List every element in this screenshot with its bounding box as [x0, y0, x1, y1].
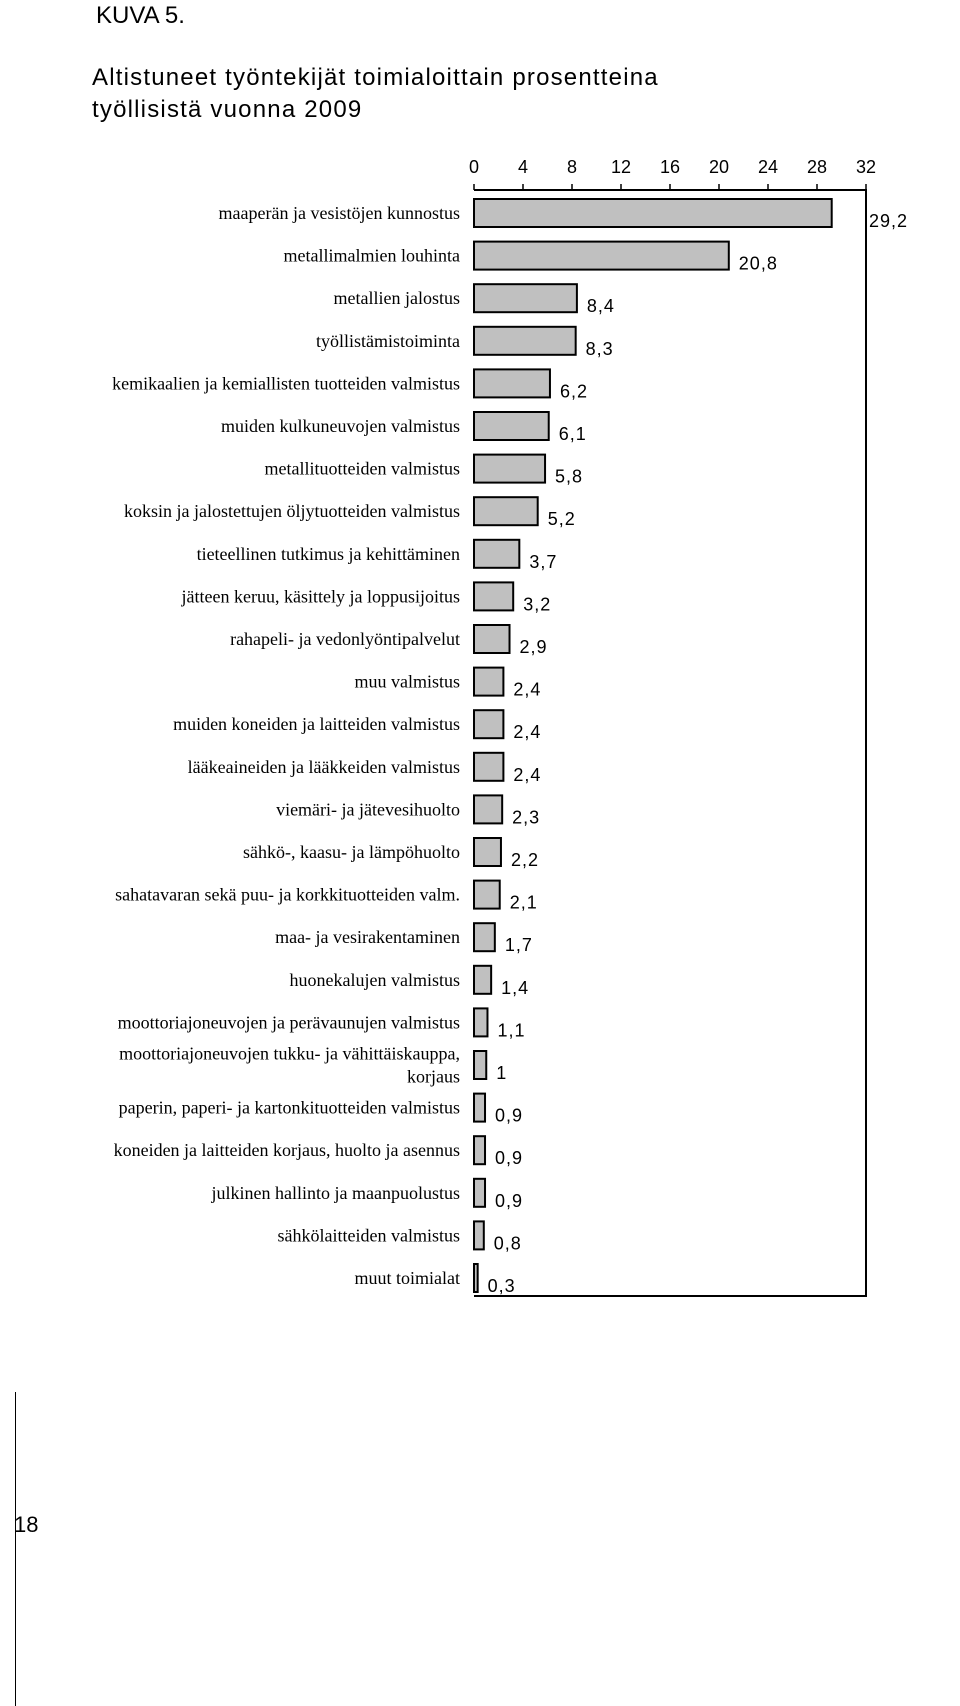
category-label: rahapeli- ja vedonlyöntipalvelut — [230, 629, 460, 649]
bar — [474, 753, 503, 781]
plot-frame — [474, 190, 866, 1296]
chart-title-line-2: työllisistä vuonna 2009 — [92, 96, 363, 123]
value-label: 0,9 — [495, 1105, 524, 1126]
bar — [474, 923, 495, 951]
bar — [474, 540, 519, 568]
value-label: 2,3 — [512, 807, 541, 828]
x-tick-label: 16 — [659, 157, 681, 177]
bar — [474, 1179, 485, 1207]
bar — [474, 668, 503, 696]
bar — [474, 1264, 478, 1292]
bar — [474, 795, 502, 823]
category-label: maa- ja vesirakentaminen — [275, 927, 460, 948]
value-label: 2,4 — [513, 679, 542, 700]
figure-label: KUVA 5. — [96, 2, 185, 29]
bar — [474, 1221, 484, 1249]
value-label: 3,2 — [523, 594, 552, 615]
bar — [474, 966, 491, 994]
value-label: 1,7 — [504, 935, 533, 956]
bar — [474, 369, 550, 397]
category-label: huonekalujen valmistus — [289, 969, 460, 990]
bar — [474, 1136, 485, 1164]
category-label: maaperän ja vesistöjen kunnostus — [218, 203, 460, 223]
value-label: 8,3 — [585, 338, 614, 359]
bar — [474, 881, 500, 909]
bar — [474, 242, 729, 270]
bar — [474, 455, 545, 483]
category-label: korjaus — [407, 1066, 460, 1087]
value-label: 2,4 — [513, 722, 542, 743]
value-label: 6,1 — [558, 424, 587, 444]
bar — [474, 497, 538, 525]
category-label: muiden kulkuneuvojen valmistus — [221, 416, 460, 436]
value-label: 5,2 — [547, 509, 576, 530]
page-number: 18 — [14, 1512, 39, 1537]
category-label: julkinen hallinto ja maanpuolustus — [211, 1182, 460, 1203]
bar — [474, 625, 510, 653]
x-tick-label: 0 — [468, 157, 480, 177]
bar — [474, 582, 513, 610]
x-tick-label: 24 — [757, 157, 779, 177]
value-label: 0,8 — [493, 1233, 522, 1254]
category-label: sähkölaitteiden valmistus — [277, 1225, 460, 1246]
x-tick-label: 32 — [855, 157, 877, 177]
category-label: kemikaalien ja kemiallisten tuotteiden valmistus — [112, 373, 460, 394]
bar — [474, 284, 577, 312]
bar — [474, 1094, 485, 1122]
category-label: koneiden ja laitteiden korjaus, huolto ja asennus — [113, 1140, 460, 1161]
category-label: viemäri- ja jätevesihuolto — [276, 799, 460, 820]
value-label: 1,4 — [501, 977, 530, 998]
bar — [474, 327, 576, 355]
value-label: 2,9 — [519, 637, 548, 657]
x-tick-label: 8 — [566, 157, 578, 177]
value-label: 2,4 — [513, 764, 542, 785]
category-label: lääkeaineiden ja lääkkeiden valmistus — [187, 756, 460, 777]
category-label: sähkö-, kaasu- ja lämpöhuolto — [243, 842, 460, 862]
bar — [474, 838, 501, 866]
category-label: muut toimialat — [354, 1268, 460, 1288]
x-tick-label: 4 — [517, 157, 529, 177]
category-label: jätteen keruu, käsittely ja loppusijoitus — [181, 586, 460, 607]
bar — [474, 412, 549, 440]
bar — [474, 199, 832, 227]
chart-title-line-1: Altistuneet työntekijät toimialoittain prosentteina — [92, 64, 659, 91]
x-tick-label: 12 — [610, 157, 632, 177]
category-label: moottoriajoneuvojen ja perävaunujen valmistus — [117, 1012, 460, 1033]
bar — [474, 710, 503, 738]
value-label: 0,3 — [487, 1276, 516, 1296]
category-label: metallimalmien louhinta — [283, 245, 460, 266]
value-label: 5,8 — [555, 466, 584, 487]
bar — [474, 1008, 487, 1036]
category-label: paperin, paperi- ja kartonkituotteiden valmistus — [118, 1097, 460, 1118]
page-margin-rule — [15, 1392, 16, 1706]
value-label: 29,2 — [868, 211, 908, 231]
value-label: 6,2 — [559, 381, 588, 402]
category-label: metallituotteiden valmistus — [264, 458, 460, 479]
value-label: 0,9 — [495, 1190, 524, 1211]
category-label: muu valmistus — [354, 671, 460, 692]
value-label: 0,9 — [495, 1148, 524, 1169]
x-tick-label: 20 — [708, 157, 730, 177]
x-tick-label: 28 — [806, 157, 828, 177]
value-label: 2,1 — [509, 892, 538, 913]
category-label: sahatavaran sekä puu- ja korkkituotteiden valm. — [115, 884, 460, 905]
category-label: metallien jalostus — [333, 288, 460, 309]
value-label: 8,4 — [586, 296, 615, 317]
value-label: 1 — [496, 1063, 508, 1083]
value-label: 2,2 — [510, 850, 539, 870]
category-label: moottoriajoneuvojen tukku- ja vähittäiskauppa, — [119, 1043, 460, 1064]
value-label: 3,7 — [529, 551, 558, 572]
category-label: koksin ja jalostettujen öljytuotteiden valmistus — [124, 501, 460, 522]
bar — [474, 1051, 486, 1079]
category-label: tieteellinen tutkimus ja kehittäminen — [196, 543, 460, 564]
value-label: 1,1 — [497, 1020, 526, 1041]
category-label: muiden koneiden ja laitteiden valmistus — [173, 714, 460, 735]
value-label: 20,8 — [738, 253, 778, 274]
category-label: työllistämistoiminta — [316, 330, 460, 351]
